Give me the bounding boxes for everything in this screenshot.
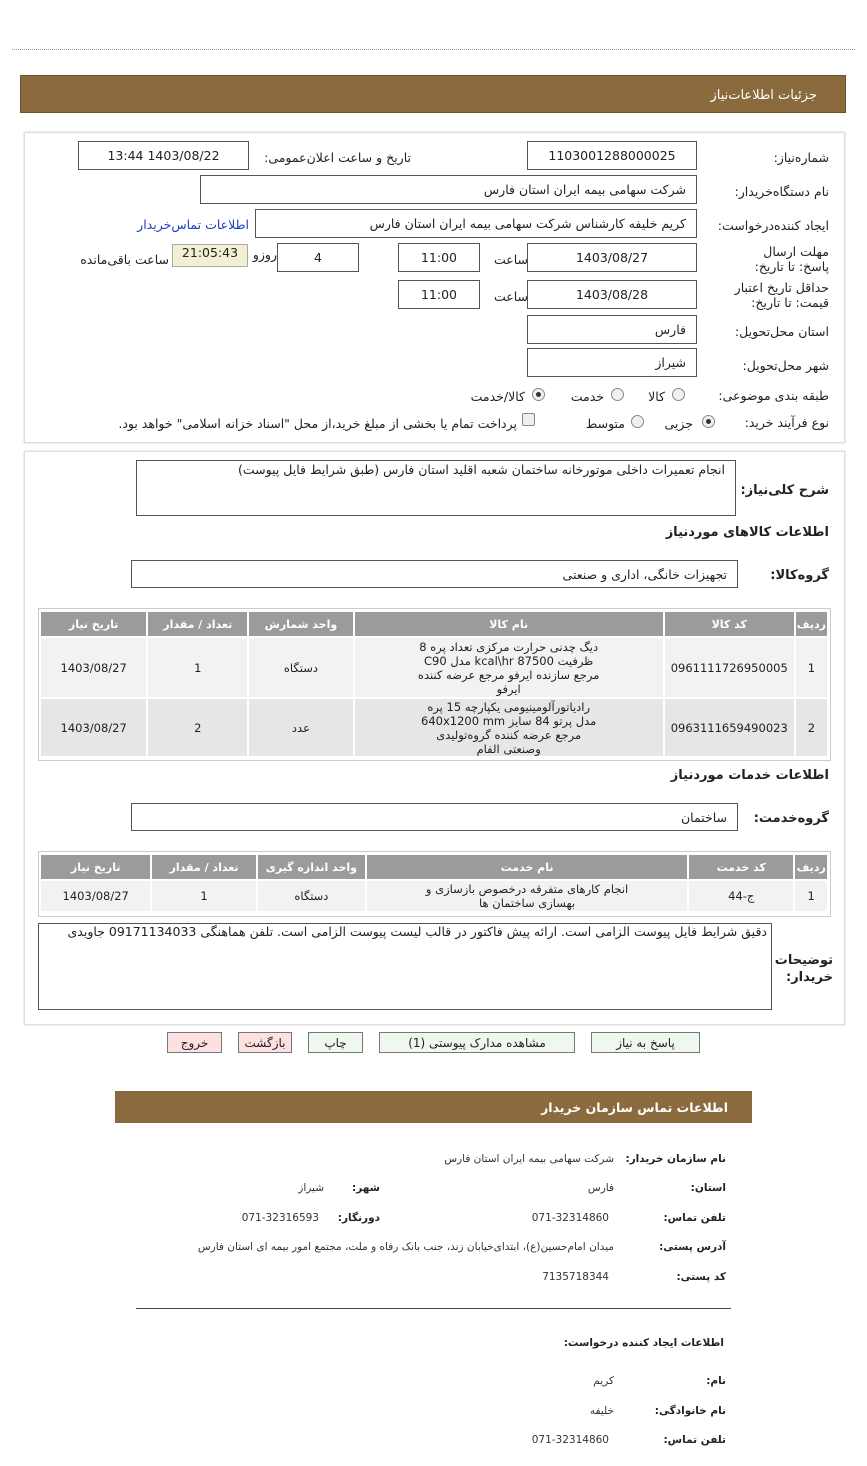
need-number-field: 1103001288000025 bbox=[527, 141, 697, 170]
category-service-label: خدمت bbox=[570, 389, 604, 404]
remaining-timer: 21:05:43 bbox=[172, 244, 248, 267]
validity-date-field: 1403/08/28 bbox=[527, 280, 697, 309]
contact-province-label: استان: bbox=[690, 1182, 726, 1194]
goods-col-name: نام کالا bbox=[355, 612, 663, 636]
goods-name-text: رادیاتورآلومینیومی یکپارچه 15 پره مدل پرتو 84 سایز 640x1200 mm مرجع عرضه کننده گروه‌تولیدی وصنعتی الفام bbox=[421, 699, 597, 756]
creator-phone-value: 071-32314860 bbox=[531, 1434, 609, 1446]
service-cell-code: ج-44 bbox=[689, 881, 793, 911]
page-header bbox=[20, 75, 846, 113]
buyer-contact-link[interactable]: اطلاعات تماس‌خریدار bbox=[137, 217, 249, 232]
goods-name-text: دیگ چدنی حرارت مرکزی تعداد پره 8 ظرفیت 87500 kcal\hr مدل C90 مرجع سازنده ایرفو مرجع عرضه کننده ایرفو bbox=[417, 639, 600, 696]
creator-label: ایجاد کننده‌درخواست: bbox=[717, 218, 829, 233]
buyer-notes-label: توضیحات خریدار: bbox=[774, 953, 833, 985]
validity-time-label: ساعت bbox=[493, 289, 528, 304]
goods-group-field: تجهیزات خانگی، اداری و صنعتی bbox=[131, 560, 738, 588]
contact-header bbox=[115, 1091, 752, 1123]
process-partial-radio[interactable] bbox=[702, 415, 715, 428]
contact-divider bbox=[136, 1308, 731, 1309]
process-label: نوع فرآیند خرید: bbox=[744, 415, 829, 430]
services-table bbox=[39, 853, 829, 913]
goods-cell-name bbox=[355, 638, 663, 697]
creator-first-name-label: نام: bbox=[706, 1375, 726, 1387]
goods-col-qty: تعداد / مقدار bbox=[148, 612, 247, 636]
service-col-row: ردیف bbox=[795, 855, 827, 879]
contact-address-label: آدرس پستی: bbox=[659, 1241, 726, 1253]
service-name-text: انجام کارهای متفرقه درخصوص بازسازی و بهسازی ساختمان ها bbox=[425, 882, 629, 910]
contact-title: اطلاعات تماس سازمان خریدار bbox=[541, 1100, 728, 1115]
contact-phone-value: 071-32314860 bbox=[531, 1212, 609, 1224]
announce-field: 1403/08/22 13:44 bbox=[78, 141, 249, 170]
creator-info-title: اطلاعات ایجاد کننده درخواست: bbox=[563, 1337, 724, 1349]
contact-fax-value: 071-32316593 bbox=[241, 1212, 319, 1224]
deadline-label: مهلت ارسال پاسخ: تا تاریخ: bbox=[754, 244, 829, 274]
contact-org-value: شرکت سهامی بیمه ایران استان فارس bbox=[444, 1153, 614, 1165]
summary-label: شرح کلی‌نیاز: bbox=[740, 483, 829, 498]
table-row bbox=[41, 638, 827, 697]
province-label: استان محل‌تحویل: bbox=[734, 324, 829, 339]
contact-province-value: فارس bbox=[587, 1182, 614, 1194]
service-group-label: گروه‌خدمت: bbox=[753, 811, 829, 826]
services-section-title: اطلاعات خدمات موردنیاز bbox=[670, 768, 829, 783]
goods-cell-qty: 2 bbox=[148, 699, 247, 756]
service-cell-row: 1 bbox=[795, 881, 827, 911]
goods-section-title: اطلاعات کالاهای موردنیاز bbox=[665, 525, 829, 540]
remaining-label: ساعت باقی‌مانده bbox=[80, 252, 169, 267]
category-service-radio[interactable] bbox=[611, 388, 624, 401]
category-goods-service-radio[interactable] bbox=[532, 388, 545, 401]
category-goods-radio[interactable] bbox=[672, 388, 685, 401]
goods-cell-date: 1403/08/27 bbox=[41, 638, 146, 697]
contact-city-label: شهر: bbox=[352, 1182, 380, 1194]
service-cell-qty: 1 bbox=[152, 881, 255, 911]
city-label: شهر محل‌تحویل: bbox=[742, 358, 829, 373]
goods-group-label: گروه‌کالا: bbox=[770, 568, 829, 583]
goods-cell-unit: عدد bbox=[249, 699, 352, 756]
goods-cell-date: 1403/08/27 bbox=[41, 699, 146, 756]
deadline-time-label: ساعت bbox=[493, 252, 528, 267]
deadline-date-field: 1403/08/27 bbox=[527, 243, 697, 272]
contact-phone-label: تلفن تماس: bbox=[663, 1212, 726, 1224]
service-col-qty: تعداد / مقدار bbox=[152, 855, 255, 879]
service-col-date: تاریخ نیاز bbox=[41, 855, 150, 879]
contact-address-value: میدان امام‌حسین(ع)، ابتدای‌خیابان زند، جنب بانک رفاه و ملت، مجتمع امور بیمه ای استان فارس bbox=[197, 1241, 614, 1253]
exit-button[interactable]: خروج bbox=[167, 1032, 222, 1053]
goods-table bbox=[39, 610, 829, 758]
view-attachments-button[interactable]: مشاهده مدارک پیوستی (1) bbox=[379, 1032, 575, 1053]
creator-last-name-value: خلیفه bbox=[589, 1405, 614, 1417]
goods-cell-qty: 1 bbox=[148, 638, 247, 697]
back-button[interactable]: بازگشت bbox=[238, 1032, 292, 1053]
deadline-time-field: 11:00 bbox=[398, 243, 480, 272]
table-row bbox=[41, 699, 827, 756]
goods-cell-unit: دستگاه bbox=[249, 638, 352, 697]
summary-field: انجام تعمیرات داخلی موتورخانه ساختمان شعبه اقلید استان فارس (طبق شرایط فایل پیوست) bbox=[136, 460, 736, 516]
process-partial-label: جزیی bbox=[664, 416, 693, 431]
goods-cell-row: 2 bbox=[796, 699, 827, 756]
service-col-name: نام خدمت bbox=[367, 855, 687, 879]
days-label: روزو bbox=[252, 247, 277, 262]
goods-cell-code: 0963111659490023 bbox=[665, 699, 794, 756]
category-goods-service-label: کالا/خدمت bbox=[470, 389, 525, 404]
validity-label: حداقل تاریخ اعتبار قیمت: تا تاریخ: bbox=[734, 280, 829, 310]
goods-col-unit: واحد شمارش bbox=[249, 612, 352, 636]
category-label: طبقه بندی موضوعی: bbox=[718, 388, 829, 403]
need-number-label: شماره‌نیاز: bbox=[773, 150, 829, 165]
creator-last-name-label: نام خانوادگی: bbox=[654, 1405, 726, 1417]
goods-cell-row: 1 bbox=[796, 638, 827, 697]
treasury-payment-checkbox[interactable] bbox=[522, 413, 535, 426]
creator-field: کریم خلیفه کارشناس شرکت سهامی بیمه ایران استان فارس bbox=[255, 209, 697, 238]
goods-col-row: ردیف bbox=[796, 612, 827, 636]
creator-phone-label: تلفن تماس: bbox=[663, 1434, 726, 1446]
goods-col-code: کد کالا bbox=[665, 612, 794, 636]
service-col-unit: واحد اندازه گیری bbox=[258, 855, 365, 879]
goods-cell-code: 0961111726950005 bbox=[665, 638, 794, 697]
process-medium-radio[interactable] bbox=[631, 415, 644, 428]
contact-postal-value: 7135718344 bbox=[542, 1271, 609, 1283]
buyer-org-label: نام دستگاه‌خریدار: bbox=[734, 184, 829, 199]
contact-fax-label: دورنگار: bbox=[337, 1212, 380, 1224]
contact-postal-label: کد پستی: bbox=[676, 1271, 726, 1283]
announce-label: تاریخ و ساعت اعلان‌عمومی: bbox=[264, 150, 411, 165]
goods-col-date: تاریخ نیاز bbox=[41, 612, 146, 636]
service-cell-unit: دستگاه bbox=[258, 881, 365, 911]
validity-time-field: 11:00 bbox=[398, 280, 480, 309]
table-row bbox=[41, 881, 827, 911]
service-cell-date: 1403/08/27 bbox=[41, 881, 150, 911]
contact-org-label: نام سازمان خریدار: bbox=[625, 1153, 726, 1165]
top-divider bbox=[12, 49, 855, 50]
days-field: 4 bbox=[277, 243, 359, 272]
goods-cell-name bbox=[355, 699, 663, 756]
city-field: شیراز bbox=[527, 348, 697, 377]
buyer-notes-field: دقیق شرایط فایل پیوست الزامی است. ارائه پیش فاکتور در قالب لیست پیوست الزامی است. تلفن هماهنگی 09171134033 جاویدی bbox=[38, 923, 772, 1010]
page-title: جزئیات اطلاعات‌نیاز bbox=[710, 88, 817, 103]
category-goods-label: کالا bbox=[648, 389, 665, 404]
print-button[interactable]: چاپ bbox=[308, 1032, 363, 1053]
buyer-org-field: شرکت سهامی بیمه ایران استان فارس bbox=[200, 175, 697, 204]
treasury-payment-note: پرداخت تمام یا بخشی از مبلغ خرید،از محل "اسناد خزانه اسلامی" خواهد بود. bbox=[118, 416, 517, 431]
service-cell-name bbox=[367, 881, 687, 911]
reply-button[interactable]: پاسخ به نیاز bbox=[591, 1032, 700, 1053]
contact-city-value: شیراز bbox=[298, 1182, 324, 1194]
service-group-field: ساختمان bbox=[131, 803, 738, 831]
province-field: فارس bbox=[527, 315, 697, 344]
service-col-code: کد خدمت bbox=[689, 855, 793, 879]
creator-first-name-value: کریم bbox=[593, 1375, 614, 1387]
process-medium-label: متوسط bbox=[585, 416, 625, 431]
